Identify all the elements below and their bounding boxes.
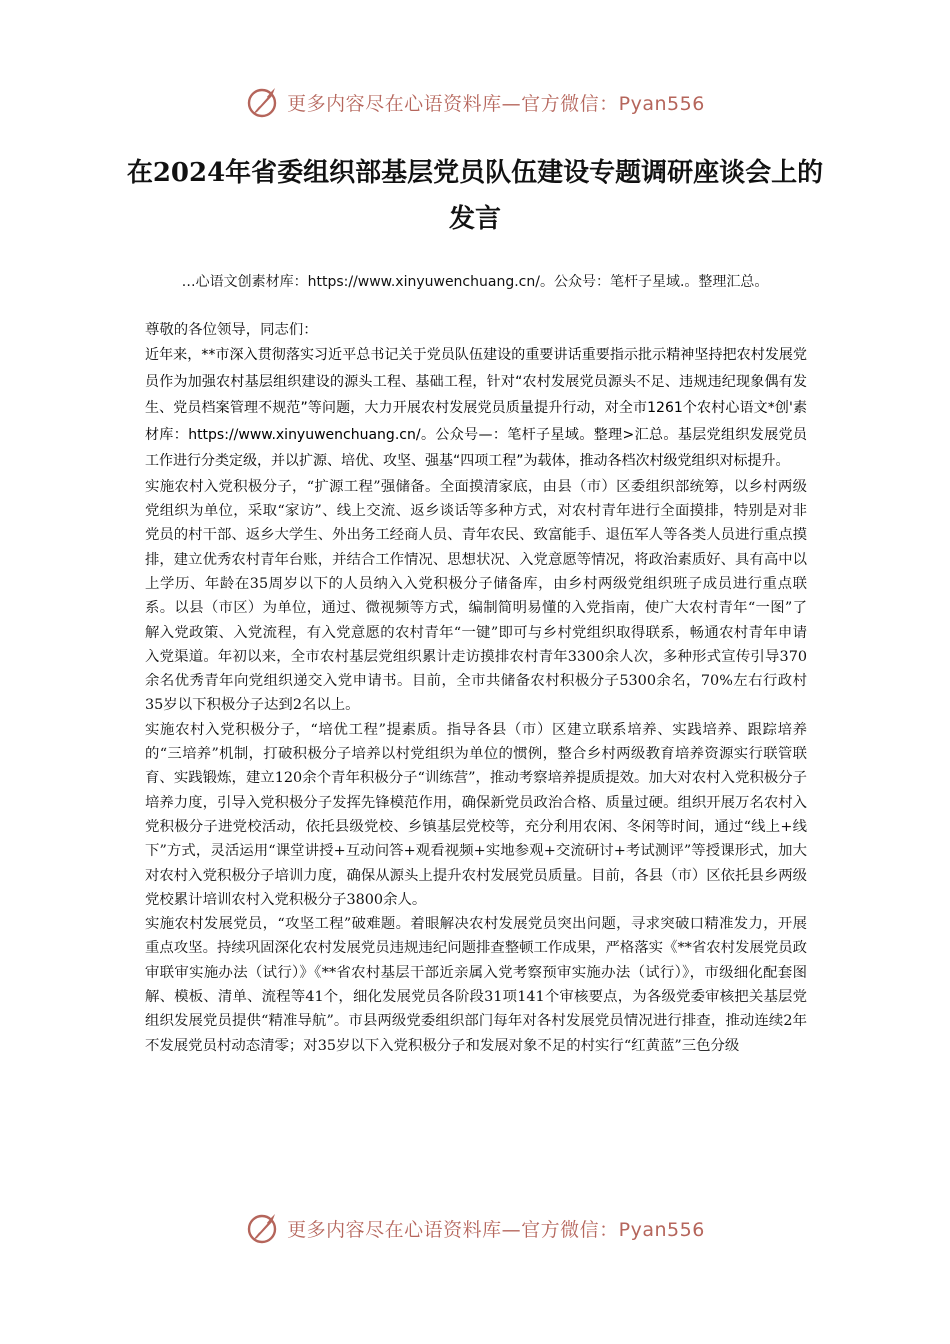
page-title: 在2024年省委组织部基层党员队伍建设专题调研座谈会上的发言 xyxy=(126,158,824,234)
footer-banner xyxy=(0,1208,950,1248)
quill-logo-icon xyxy=(245,1210,281,1246)
banner-text: 更多内容尽在心语资料库—官方微信：Pyan556 xyxy=(287,1218,705,1241)
body-paragraph: 实施农村入党积极分子，“培优工程”提素质。指导各县（市）区建立联系培养、实践培养、跟踪培养的“三培养”机制，打破积极分子培养以村党组织为单位的惯例，整合乡村两级教育培养资源实行联管联育、实践锻炼，建立120余个青年积极分子“训练营”，推动考察培养提质提效。加大对农村入党积极分子培养力度，引导入党积极分子发挥先锋模范作用，确保新党员政治合格、质量过硬。组织开展万名农村入党积极分子进党校活动，依托县级党校、乡镇基层党校等，充分利用农闲、冬闲等时间，通过“线上+线下”方式，灵活运用“课堂讲授+互动问答+观看视频+实地参观+交流研讨+考试测评”等授课形式，加大对农村入党积极分子培训力度，确保从源头上提升农村发展党员质量。目前，各县（市）区依托县乡两级党校累计培训农村入党积极分子3800余人。 xyxy=(145,721,807,908)
banner-text: 更多内容尽在心语资料库—官方微信：Pyan556 xyxy=(287,92,705,115)
header-banner xyxy=(0,82,950,122)
source-note: …心语文创素材库：https://www.xinyuwenchuang.cn/。公众号：笔杆子星域.。整理汇总。 xyxy=(181,274,769,290)
body-paragraph: 实施农村发展党员，“攻坚工程”破难题。着眼解决农村发展党员突出问题，寻求突破口精准发力，开展重点攻坚。持续巩固深化农村发展党员违规违纪问题排查整顿工作成果，严格落实《**省农村发展党员政审联审实施办法（试行）》《**省农村基层干部近亲属入党考察预审实施办法（试行）》，市级细化配套图解、模板、清单、流程等41个，细化发展党员各阶段31项141个审核要点，为各级党委审核把关基层党组织发展党员提供“精准导航”。市县两级党委组织部门每年对各村发展党员情况进行排查，推动连续2年不发展党员村动态清零；对35岁以下入党积极分子和发展对象不足的村实行“红黄蓝”三色分级 xyxy=(145,916,807,1054)
body-paragraph: 实施农村入党积极分子，“扩源工程”强储备。全面摸清家底，由县（市）区委组织部统筹，以乡村两级党组织为单位，采取“家访”、线上交流、返乡谈话等多种方式，对农村青年进行全面摸排，特别是对非党员的村干部、返乡大学生、外出务工经商人员、青年农民、致富能手、退伍军人等各类人员进行重点摸排，建立优秀农村青年台账，并结合工作情况、思想状况、入党意愿等情况，将政治素质好、具有高中以上学历、年龄在35周岁以下的人员纳入入党积极分子储备库，由乡村两级党组织班子成员进行重点联系。以县（市区）为单位，通过、微视频等方式，编制简明易懂的入党指南，使广大农村青年“一图”了解入党政策、入党流程，有入党意愿的农村青年“一键”即可与乡村党组织取得联系，畅通农村青年申请入党渠道。年初以来，全市农村基层党组织累计走访摸排农村青年3300余人次，多种形式宣传引导370余名优秀青年向党组织递交入党申请书。目前，全市共储备农村积极分子5300余名，70%左右行政村35岁以下积极分子达到2名以上。 xyxy=(145,478,807,714)
document-body xyxy=(145,318,807,1198)
intro-paragraph: 近年来，**市深入贯彻落实习近平总书记关于党员队伍建设的重要讲话重要指示批示精神坚持把农村发展党员作为加强农村基层组织建设的源头工程、基础工程，针对“农村发展党员源头不足、违规违纪现象偶有发生、党员档案管理不规范”等问题，大力开展农村发展党员质量提升行动，对全市1261个农村心语文*创'素材库：https://www.xinyuwenchuang.cn/。公众号—：笔杆子星域。整理>汇总。基层党组织发展党员工作进行分类定级，并以扩源、培优、攻坚、强基“四项工程”为载体，推动各档次村级党组织对标提升。 xyxy=(145,347,807,470)
salutation: 尊敬的各位领导，同志们： xyxy=(145,322,318,338)
quill-logo-icon xyxy=(245,84,281,120)
